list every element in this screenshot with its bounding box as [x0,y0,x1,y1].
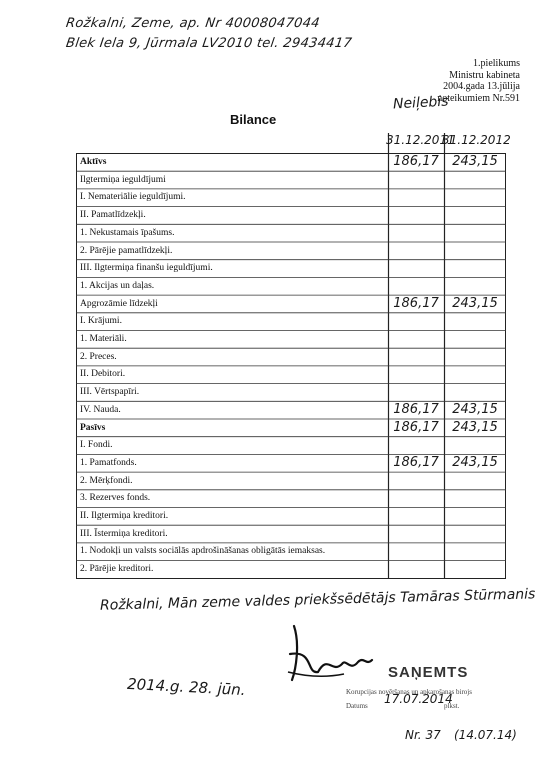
table-row [76,330,506,348]
row-label: I. Krājumi. [80,316,122,327]
annex-line1: 1.pielikums [473,58,520,69]
stamp-time-label: plkst. [444,702,460,710]
stamp-date-label: Datums [346,702,368,710]
table-row [76,206,506,224]
signature-sentence: Rožkalni, Mān zeme valdes priekšsēdētājs Tamāras Stūrmanis [99,586,536,614]
table-row [76,419,506,437]
row-label: Aktīvs [80,157,107,167]
circled-date: (14.07.14) [454,728,517,742]
table-row [76,560,506,578]
table-row [76,348,506,366]
row-label: Pasīvs [80,422,106,433]
table-row [76,489,506,507]
row-label: I. Fondi. [80,440,113,451]
handwritten-date: 2014.g. 28. jūn. [126,674,246,700]
table-row [76,383,506,401]
row-label: 3. Rezerves fonds. [80,493,151,504]
row-label: 2. Preces. [80,351,117,362]
handwritten-header-line2: Blek Iela 9, Jūrmala LV2010 tel. 29434417 [64,36,353,51]
row-label: Apgrozāmie līdzekļi [80,298,158,309]
row-label: IV. Nauda. [80,404,121,415]
balance-table [76,133,511,579]
row-label: I. Nemateriālie ieguldījumi. [80,192,186,203]
table-row [76,507,506,525]
row-value-2011: 186,17 [393,454,439,470]
row-value-2011: 186,17 [393,154,439,169]
table-row [76,259,506,277]
row-label: III. Ilgtermiņa finanšu ieguldījumi. [80,263,213,274]
row-label: Ilgtermiņa ieguldījumi [80,174,166,185]
table-row [76,365,506,383]
row-value-2012: 243,15 [452,454,498,470]
row-value-2011: 186,17 [393,401,439,417]
table-row [76,472,506,490]
table-row [76,277,506,295]
row-label: 2. Pārējie pamatlīdzekļi. [80,245,173,256]
row-label: 2. Mērķfondi. [80,475,133,486]
row-label: 1. Pamatfonds. [80,457,137,468]
stamp-organization: Korupcijas novēršanas un apkarošanas birojs [346,688,472,696]
row-value-2011: 186,17 [393,295,439,311]
received-stamp [344,664,506,726]
row-label: 1. Nodokļi un valsts sociālās apdrošināšanas obligātās iemaksas. [80,546,326,557]
annex-line4: noteikumiem Nr.591 [437,92,520,104]
row-value-2012: 243,15 [452,154,498,169]
handwritten-header-line1: Rožkalni, Zeme, ap. Nr 40008047044 [64,16,321,31]
stamp-title: SAŅEMTS [388,664,469,681]
table-row [76,171,506,189]
stamp-handwritten-date: 17.07.2014 [384,692,453,706]
row-label: II. Debitori. [80,369,126,380]
table-row [76,188,506,206]
annex-line3: 2004.gada 13.jūlija [443,81,520,92]
column-header-2011: 31.12.2011 [386,133,455,147]
handwritten-number: Nr. 37 [405,728,441,742]
table-row [76,436,506,454]
table-row [76,454,506,472]
row-label: 1. Nekustamais īpašums. [80,227,175,238]
row-value-2011: 186,17 [393,419,439,435]
table-row [76,295,506,313]
row-value-2012: 243,15 [452,401,498,417]
column-header-2012: 31.12.2012 [442,133,511,147]
annex-reference [437,58,520,104]
row-label: II. Ilgtermiņa kreditori. [80,511,169,521]
table-row [76,224,506,242]
table-row [76,153,506,171]
table-row [76,401,506,419]
row-value-2012: 243,15 [452,295,498,311]
annex-line2: Ministru kabineta [449,69,520,81]
row-value-2012: 243,15 [452,419,498,435]
top-signature: Neiļebis [392,93,449,113]
row-label: 1. Akcijas un daļas. [80,280,155,291]
table-row [76,242,506,260]
document-title: Bilance [230,112,277,127]
row-label: 1. Materiāli. [80,334,127,344]
row-label: III. Vērtspapīri. [80,387,140,398]
row-label: III. Īstermiņa kreditori. [80,528,168,539]
table-row [76,542,506,560]
row-label: 2. Pārējie kreditori. [80,564,154,575]
table-row [76,525,506,543]
table-row [76,312,506,330]
row-label: II. Pamatlīdzekļi. [80,210,146,221]
